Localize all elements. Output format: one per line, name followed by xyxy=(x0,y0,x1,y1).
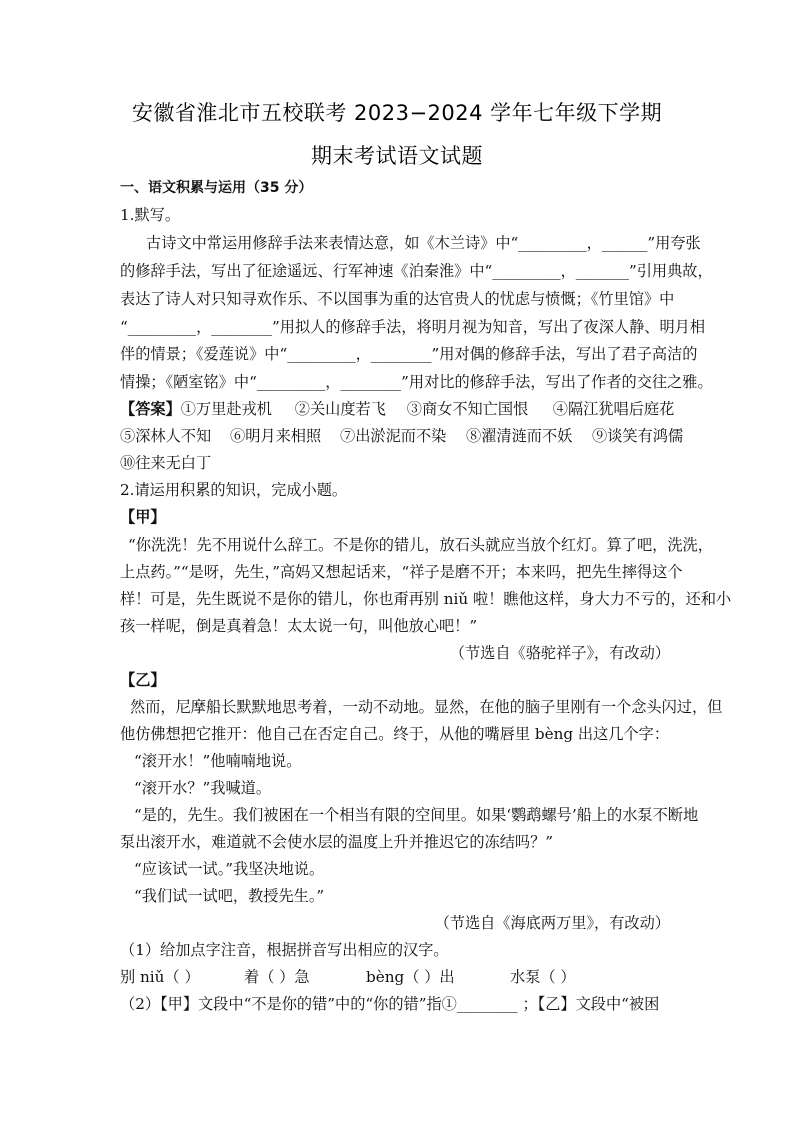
answer-8: ⑧濯清涟而不妖 xyxy=(466,427,573,445)
answer-9: ⑨谈笑有鸿儒 xyxy=(592,427,684,445)
answer-5: ⑤深林人不知 xyxy=(120,427,212,445)
yi-source: （节选自《海底两万里》，有改动） xyxy=(434,914,670,932)
pinyin-item-3: bèng（ ）出 xyxy=(366,968,455,986)
answer-row-2 xyxy=(120,426,683,446)
yi-line-8: “我们试一试吧，教授先生。” xyxy=(134,887,325,905)
answer-row-3 xyxy=(120,453,211,473)
title-line-1: 安徽省淮北市五校联考 2023−2024 学年七年级下学期 xyxy=(131,101,663,125)
q1-line-4: “_________，________”用拟人的修辞手法，将明月视为知音，写出了夜深人静、明月相 xyxy=(120,318,706,336)
q1-line-5: 伴的情景；《爱莲说》中“_________，________”用对偶的修辞手法，写出了君子高洁的 xyxy=(120,345,698,363)
jia-line-1: “你洗洗！先不用说什么辞工。不是你的错儿，放石头就应当放个红灯。算了吧，洗洗， xyxy=(128,536,713,554)
pinyin-item-2: 着（ ）急 xyxy=(244,968,310,986)
answer-label: 【答案】 xyxy=(120,400,181,418)
yi-line-3: “滚开水！”他喃喃地说。 xyxy=(134,752,302,770)
yi-line-5: “是的，先生。我们被困在一个相当有限的空间里。如果‘鹦鹉螺号’船上的水泵不断地 xyxy=(134,806,699,824)
q1-line-3: 表达了诗人对只知寻欢作乐、不以国事为重的达官贵人的忧虑与愤慨；《竹里馆》中 xyxy=(120,290,675,308)
q2-label: 2.请运用积累的知识，完成小题。 xyxy=(120,481,348,499)
jia-source: （节选自《骆驼祥子》，有改动） xyxy=(449,644,670,662)
yi-line-2: 他仿佛想把它推开：他自己在否定自己。终于，从他的嘴唇里 bèng 出这几个字： xyxy=(120,725,670,743)
sub-question-1: （1）给加点字注音，根据拼音写出相应的汉字。 xyxy=(120,941,449,959)
jia-line-3: 样！可是，先生既说不是你的错儿，你也甭再别 niǔ 啦！瞧他这样，身大力不亏的，还和小 xyxy=(120,590,732,608)
yi-line-4: “滚开水？”我喊道。 xyxy=(134,779,272,797)
yi-line-6: 泵出滚开水，难道就不会使水层的温度上升并推迟它的冻结吗？” xyxy=(120,833,554,851)
yi-label: 【乙】 xyxy=(120,671,166,689)
answer-7: ⑦出淤泥而不染 xyxy=(340,427,447,445)
yi-line-7: “应该试一试。”我坚决地说。 xyxy=(134,860,325,878)
sub-question-2: （2）【甲】文段中“不是你的错”中的“你的错”指①________ ；【乙】文段中“被困 xyxy=(120,995,660,1013)
pinyin-item-1: 别 niǔ（ ） xyxy=(120,968,200,986)
q1-label: 1.默写。 xyxy=(120,206,181,224)
pinyin-item-4: 水泵（ ） xyxy=(510,968,576,986)
answer-4: ④隔江犹唱后庭花 xyxy=(552,400,675,418)
jia-line-2: 上点药。”“是呀，先生，”高妈又想起话来，“祥子是磨不开；本来吗，把先生摔得这个 xyxy=(120,563,683,581)
q1-line-1: 古诗文中常运用修辞手法来表情达意，如《木兰诗》中“_________，______”用夸张 xyxy=(146,234,701,252)
answer-3: ③商女不知亡国恨 xyxy=(406,400,529,418)
q1-line-6: 情操；《陋室铭》中“_________，________”用对比的修辞手法，写出了作者的交往之雅。 xyxy=(120,373,713,391)
answer-2: ②关山度若飞 xyxy=(294,400,386,418)
section1-heading: 一、语文积累与运用（35 分） xyxy=(120,180,313,196)
jia-label: 【甲】 xyxy=(120,508,166,526)
answer-row-1 xyxy=(120,399,674,419)
yi-line-1: 然而，尼摩船长默默地思考着，一动不动地。显然，在他的脑子里刚有一个念头闪过，但 xyxy=(130,698,723,716)
sub-question-1-items xyxy=(120,967,576,987)
jia-line-4: 孩一样呢，倒是真着急！太太说一句，叫他放心吧！” xyxy=(120,617,478,635)
answer-10: ⑩往来无白丁 xyxy=(120,454,212,472)
answer-1: ①万里赴戎机 xyxy=(180,400,272,418)
q1-line-2: 的修辞手法，写出了征途遥远、行军神速《泊秦淮》中“_________，_______”引用典故， xyxy=(120,262,713,280)
answer-6: ⑥明月来相照 xyxy=(230,427,322,445)
title-line-2: 期末考试语文试题 xyxy=(311,144,483,168)
